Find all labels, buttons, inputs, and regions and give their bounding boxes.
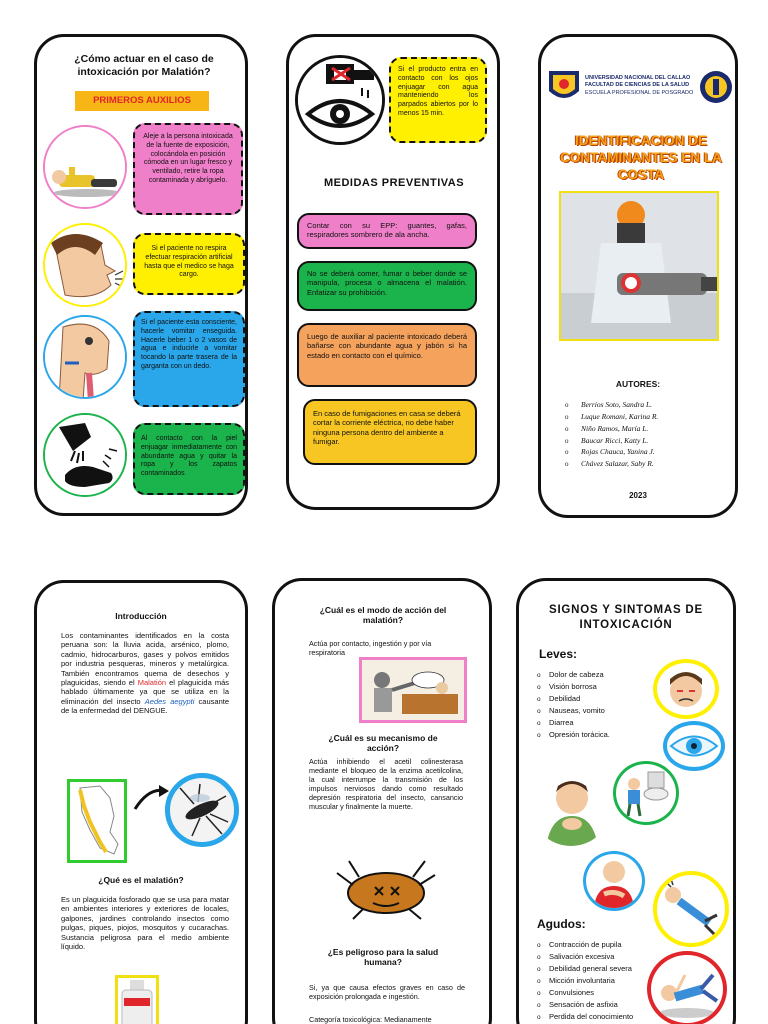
panel-preventive — [286, 34, 500, 510]
induce-vomit-illustration — [43, 315, 127, 399]
measure-cut-power: En caso de fumigaciones en casa se deberá cortar la corriente eléctrica, no debe haber ninguna persona dentro del ambiente a fumigar. — [303, 399, 477, 465]
mechanism-title: ¿Cuál es su mecanismo de acción? — [328, 733, 438, 754]
faculty-seal-icon — [699, 69, 733, 105]
mode-of-action-text: Actúa por contacto, ingestión y por vía respiratoria — [309, 639, 432, 657]
eye-wash-icon — [295, 55, 385, 145]
symptom-item: o Perdida del conocimiento — [537, 1011, 667, 1023]
symptom-item: o Visión borrosa — [537, 681, 657, 693]
university-header — [585, 75, 703, 97]
symptom-item: o Contracción de pupila — [537, 939, 667, 951]
symptom-item: o Debilidad general severa — [537, 963, 667, 975]
mild-symptoms-list — [537, 669, 657, 741]
intro-part: el plaguicida más hablado últimamente ya que se utiliza en la eliminación del insecto — [61, 677, 229, 706]
dead-cockroach-illustration — [333, 855, 439, 921]
introduction-title: Introducción — [115, 611, 167, 621]
author-item: o Berrios Soto, Sandra L. — [565, 399, 725, 411]
dangerous-text: Si, ya que causa efectos graves en caso de exposición prolongada e ingestión. — [309, 983, 465, 1001]
author-item: o Chávez Salazar, Saby R. — [565, 458, 725, 470]
blurred-vision-illustration — [663, 721, 725, 771]
university-seal-icon — [547, 69, 581, 105]
intro-malathion: Malatión — [137, 677, 167, 687]
first-aid-badge: PRIMEROS AUXILIOS — [75, 91, 209, 111]
panel-mode-of-action — [272, 578, 492, 1024]
intro-aedes: Aedes aegypti — [144, 696, 195, 706]
symptom-item: o Dolor de cabeza — [537, 669, 657, 681]
toilet-illustration — [613, 761, 679, 825]
lying-person-illustration — [43, 125, 127, 209]
measure-no-eating: No se deberá comer, fumar o beber donde se manipula, procesa o almacena el malatión. Enfatizar su prohibición. — [297, 261, 477, 311]
fainting-person-illustration — [653, 871, 729, 947]
intro-part: causante de la enfermedad del DENGUE. — [61, 696, 229, 715]
introduction-text — [61, 631, 229, 715]
authors-label: AUTORES: — [615, 379, 661, 389]
toxicological-category: Categoría toxicológica: Medianamente — [309, 1015, 432, 1024]
step-artificial-respiration: Si el paciente no respira efectuar respiración artificial hasta que el medico se haga cargo. — [133, 233, 245, 295]
symptom-item: o Opresión torácica. — [537, 729, 657, 741]
author-item: o Baucar Ricci, Katty L. — [565, 435, 725, 447]
university-name: UNIVERSIDAD NACIONAL DEL CALLAO — [585, 75, 691, 81]
chest-pain-illustration — [583, 851, 645, 911]
author-item: o Luque Romani, Karina R. — [565, 411, 725, 423]
authors-list — [565, 399, 725, 470]
faculty-name: FACULTAD DE CIENCIAS DE LA SALUD — [585, 82, 690, 89]
step-skin-contact: Al contacto con la piel enjuagar inmediatamente con abundante agua y quitar la ropa y los zapatos contaminados — [133, 423, 245, 495]
mosquito-illustration — [165, 773, 239, 847]
mode-of-action-title: ¿Cuál es el modo de acción del malatión? — [319, 605, 447, 626]
preventive-measures-title: MEDIDAS PREVENTIVAS — [323, 177, 465, 189]
nausea-man-illustration — [531, 771, 611, 847]
panel-first-aid — [34, 34, 248, 516]
fumigation-photo — [559, 191, 719, 341]
mild-label: Leves: — [539, 647, 578, 661]
symptom-item: o Convulsiones — [537, 987, 667, 999]
eye-contact-note: Si el producto entra en contacto con los ojos enjuagar con agua manteniendo los parpados abiertos por lo menos 15 min. — [389, 57, 487, 143]
symptom-item: o Micción involuntaria — [537, 975, 667, 987]
what-is-malathion-text: Es un plaguicida fosforado que se usa para matar en ambientes interiores y exteriores de locales, galpones, jardines controlando insectos como pulgas, piques, piojos, mosquitos y cucarachas. Sustancia peligrosa para el medio ambiente líquido. — [61, 895, 229, 951]
fumigation-cartoon — [359, 657, 467, 723]
intro-part: Los contaminantes identificados en la costa peruana son: la lluvia acida, arsénico, plomo, cadmio, hidrocarburos, gases y polvos emitidos por industria pesqueras, mineros y metalúrgica. También encontramos quema de desechos y plaguicidas, siendo el — [61, 631, 229, 687]
symptom-item: o Nauseas, vomito — [537, 705, 657, 717]
first-aid-question: ¿Cómo actuar en el caso de intoxicación por Malatión? — [74, 53, 214, 79]
chemical-skin-illustration — [43, 413, 127, 497]
panel-symptoms — [516, 578, 736, 1024]
malathion-bottle-illustration — [115, 975, 159, 1024]
author-item: o Rojas Chauca, Yanina J. — [565, 446, 725, 458]
headache-illustration — [653, 659, 719, 719]
peru-map-illustration — [67, 779, 127, 863]
document-title: IDENTIFICACION DE CONTAMINANTES EN LA COSTA — [560, 133, 722, 182]
panel-introduction — [34, 580, 248, 1024]
school-name: ESCUELA PROFESIONAL DE POSGRADO — [585, 89, 694, 96]
mechanism-text: Actúa inhibiendo el acetil colinesterasa mediante el bloqueo de la enzima acetilcolina, la cual interrumpe la transmisión de los impulsos nerviosos dando como resultado depresión respiratoria del insecto, cansancio muscular y finalmente la muerte. — [309, 757, 463, 811]
breathing-face-illustration — [43, 223, 127, 307]
what-is-malathion-title: ¿Qué es el malatión? — [98, 875, 184, 885]
symptom-item: o Diarrea — [537, 717, 657, 729]
symptom-item: o Debilidad — [537, 693, 657, 705]
author-item: o Niño Ramos, María L. — [565, 423, 725, 435]
symptom-item: o Sensación de asfixia — [537, 999, 667, 1011]
acute-label: Agudos: — [537, 917, 586, 931]
step-remove-from-exposure: Aleje a la persona intoxicada de la fuente de exposición, colocándola en posición cómoda en un lugar fresco y ventilado, retire la ropa contaminada y abríguelo. — [133, 123, 243, 215]
step-induce-vomit: Si el paciente esta consciente, hacerle vomitar enseguida. Hacerle beber 1 o 2 vasos de agua e inducirle a vomitar tocando la parte trasera de la garganta con un dedo. — [133, 311, 245, 407]
symptom-item: o Salivación excesiva — [537, 951, 667, 963]
publication-year: 2023 — [629, 491, 647, 500]
measure-ppe: Contar con su EPP: guantes, gafas, respiradores sombrero de ala ancha. — [297, 213, 477, 249]
panel-cover — [538, 34, 738, 518]
measure-bathe: Luego de auxiliar al paciente intoxicado deberá bañarse con abundante agua y jabón si ha estado en contacto con el químico. — [297, 323, 477, 387]
symptoms-title: SIGNOS Y SINTOMAS DE INTOXICACIÓN — [548, 604, 704, 631]
seizure-illustration — [647, 951, 727, 1024]
dangerous-title: ¿Es peligroso para la salud humana? — [327, 947, 439, 968]
